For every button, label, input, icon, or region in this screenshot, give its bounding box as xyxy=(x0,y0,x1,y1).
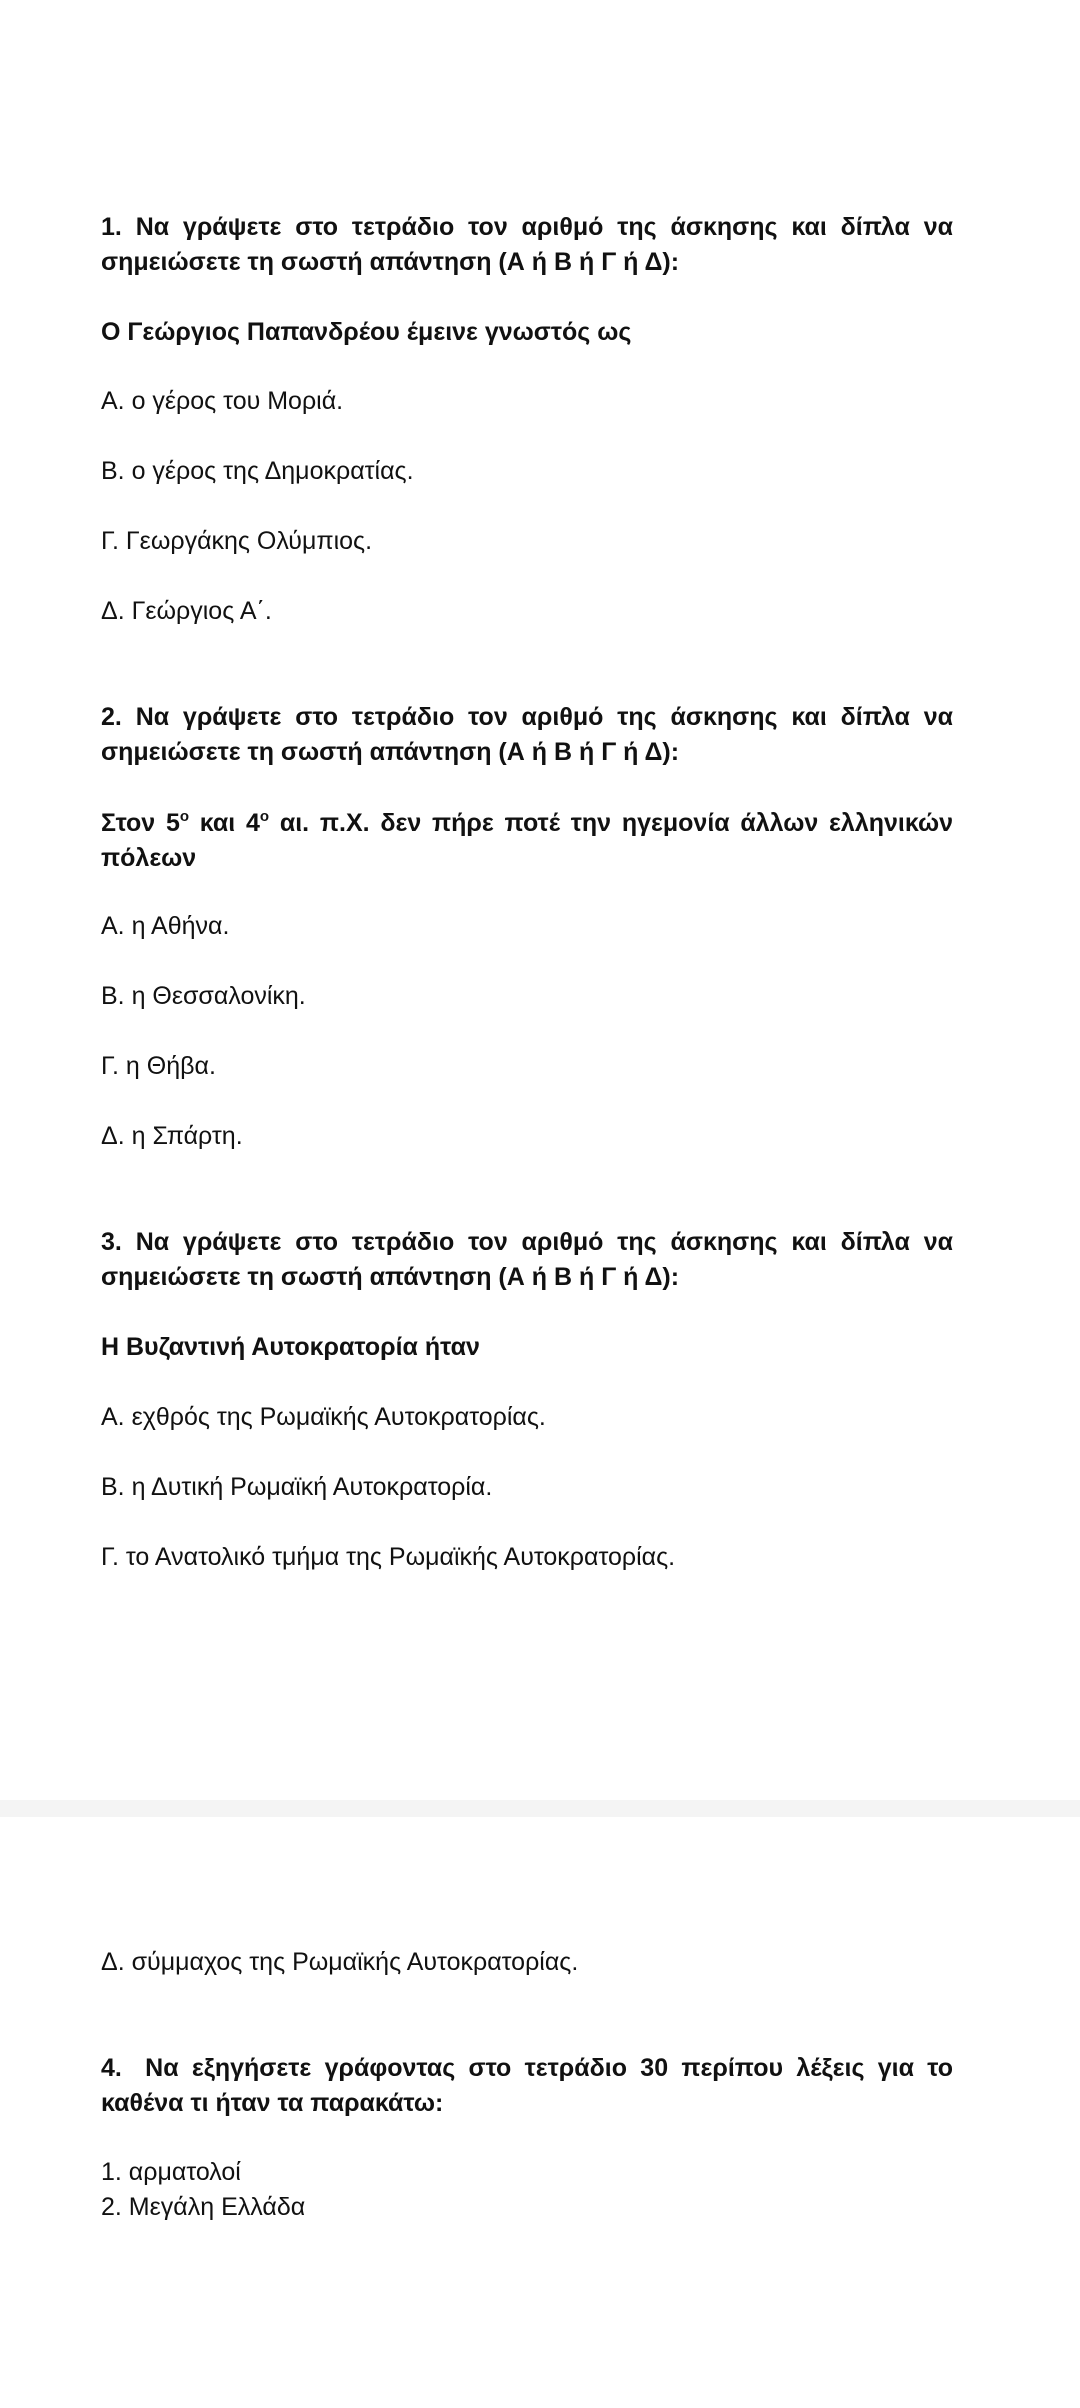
question-number: 4. xyxy=(101,2054,122,2082)
question-number: 1. xyxy=(101,213,122,241)
question-number: 3. xyxy=(101,1228,122,1256)
question-1-option-d: Δ. Γεώργιος Α΄. xyxy=(101,597,272,625)
stem-text: Στον 5 xyxy=(101,809,180,837)
instruction-text: Να γράψετε στο τετράδιο τον αριθμό της άσκησης και δίπλα να σημειώσετε τη σωστή απάντηση (Α ή Β ή Γ ή Δ): xyxy=(101,703,953,766)
stem-text: αι. π.Χ. δεν πήρε ποτέ την ηγεμονία άλλων ελληνικών πόλεων xyxy=(101,809,953,872)
question-4-item-2: 2. Μεγάλη Ελλάδα xyxy=(101,2193,306,2221)
question-3-option-d: Δ. σύμμαχος της Ρωμαϊκής Αυτοκρατορίας. xyxy=(101,1948,579,1976)
stem-text: και 4 xyxy=(189,809,260,837)
question-1-option-c: Γ. Γεωργάκης Ολύμπιος. xyxy=(101,527,373,555)
ordinal-superscript: ο xyxy=(179,808,190,825)
question-3-option-a: Α. εχθρός της Ρωμαϊκής Αυτοκρατορίας. xyxy=(101,1403,546,1431)
instruction-text: Να γράψετε στο τετράδιο τον αριθμό της άσκησης και δίπλα να σημειώσετε τη σωστή απάντηση (Α ή Β ή Γ ή Δ): xyxy=(101,213,953,276)
question-3-option-b: Β. η Δυτική Ρωμαϊκή Αυτοκρατορία. xyxy=(101,1473,493,1501)
question-3-instruction xyxy=(101,1225,953,1295)
ordinal-superscript: ο xyxy=(259,808,270,825)
question-1-option-b: Β. ο γέρος της Δημοκρατίας. xyxy=(101,457,414,485)
question-1-stem: Ο Γεώργιος Παπανδρέου έμεινε γνωστός ως xyxy=(101,318,632,346)
question-3-option-c: Γ. το Ανατολικό τμήμα της Ρωμαϊκής Αυτοκρατορίας. xyxy=(101,1543,676,1571)
question-2-stem xyxy=(101,806,953,876)
question-1-instruction xyxy=(101,210,953,280)
page-separator xyxy=(0,1800,1080,1817)
question-2-option-b: Β. η Θεσσαλονίκη. xyxy=(101,982,306,1010)
question-4-item-1: 1. αρματολοί xyxy=(101,2158,241,2186)
question-2-option-a: Α. η Αθήνα. xyxy=(101,912,230,940)
question-2-instruction xyxy=(101,700,953,770)
question-4-instruction xyxy=(101,2051,953,2121)
instruction-text: Να εξηγήσετε γράφοντας στο τετράδιο 30 περίπου λέξεις για το καθένα τι ήταν τα παρακάτω: xyxy=(101,2054,954,2117)
question-2-option-d: Δ. η Σπάρτη. xyxy=(101,1122,243,1150)
document-page-2 xyxy=(0,1817,1080,2408)
question-1-option-a: Α. ο γέρος του Μοριά. xyxy=(101,387,344,415)
question-number: 2. xyxy=(101,703,122,731)
question-3-stem: Η Βυζαντινή Αυτοκρατορία ήταν xyxy=(101,1333,480,1361)
instruction-text: Να γράψετε στο τετράδιο τον αριθμό της άσκησης και δίπλα να σημειώσετε τη σωστή απάντηση (Α ή Β ή Γ ή Δ): xyxy=(101,1228,953,1291)
question-2-option-c: Γ. η Θήβα. xyxy=(101,1052,216,1080)
